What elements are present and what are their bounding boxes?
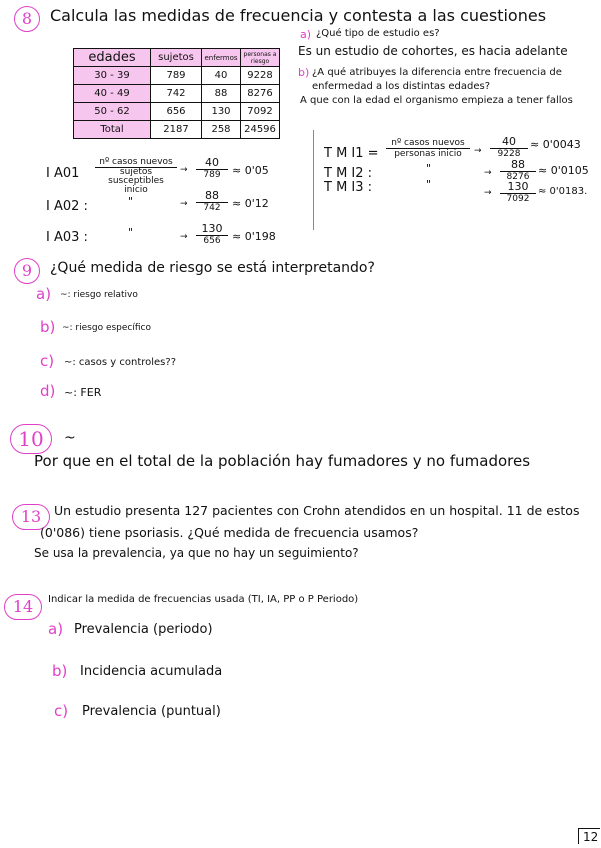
tmi3-fraction-numerator: 130	[500, 180, 536, 194]
tmi1-denominator: personas inicio	[394, 149, 462, 159]
question-8-title: Calcula las medidas de frecuencia y contesta a las cuestiones	[50, 6, 547, 25]
table-row	[74, 67, 280, 85]
arrow-icon: →	[180, 165, 188, 175]
question-9-option-a-letter: a)	[36, 285, 52, 303]
question-14-option-b-letter: b)	[52, 662, 68, 680]
question-9-option-b-text: ~: riesgo específico	[62, 323, 151, 333]
table-header-sujetos: sujetos	[151, 49, 202, 67]
question-13-text: Un estudio presenta 127 pacientes con Crohn atendidos en un hospital. 11 de estos (0'086) tiene psoriasis. ¿Qué medida de frecuencia usamos?	[40, 503, 580, 540]
tmi1-formula	[386, 138, 470, 159]
table-row	[74, 121, 280, 139]
ia01-formula	[95, 157, 177, 195]
question-9-option-c-letter: c)	[40, 352, 55, 370]
table-cell: 24596	[241, 121, 280, 139]
ia03-result: ≈ 0'198	[232, 230, 276, 243]
question-14-option-c-letter: c)	[54, 702, 69, 720]
question-10-answer: Por que en el total de la población hay fumadores y no fumadores	[34, 452, 531, 470]
table-cell: 130	[202, 103, 241, 121]
ia03-fraction-denominator: 656	[203, 236, 221, 246]
question-14-title: Indicar la medida de frecuencias usada (TI, IA, PP o P Periodo)	[48, 594, 359, 605]
arrow-icon: →	[474, 146, 482, 156]
tmi3-ditto: "	[426, 178, 432, 191]
table-cell: 258	[202, 121, 241, 139]
question-8-number: 8	[14, 6, 40, 32]
ia01-result: ≈ 0'05	[232, 164, 269, 177]
ia01-denominator: sujetos susceptibles inicio	[108, 167, 164, 195]
question-8a-answer: Es un estudio de cohortes, es hacia adelante	[298, 44, 568, 58]
arrow-icon: →	[180, 199, 188, 209]
tmi2-fraction-denominator: 8276	[506, 172, 530, 182]
arrow-icon: →	[484, 188, 492, 198]
table-row	[74, 103, 280, 121]
table-cell: Total	[74, 121, 151, 139]
ia02-fraction-numerator: 88	[196, 189, 228, 203]
question-14-option-a-letter: a)	[48, 620, 64, 638]
question-9-option-c-text: ~: casos y controles??	[64, 357, 177, 368]
table-cell: 50 - 62	[74, 103, 151, 121]
question-9-number: 9	[14, 258, 40, 284]
ia02-ditto: "	[128, 195, 134, 208]
question-9-option-d-letter: d)	[40, 382, 56, 400]
question-13-number: 13	[12, 504, 50, 530]
tmi1-numerator: nº casos nuevos	[386, 138, 470, 149]
ia02-fraction-denominator: 742	[203, 203, 221, 213]
tmi2-result: ≈ 0'0105	[538, 164, 589, 177]
question-8b-letter: b)	[298, 66, 310, 79]
table-cell: 30 - 39	[74, 67, 151, 85]
tmi2-ditto: "	[426, 162, 432, 175]
question-10-number: 10	[10, 424, 52, 454]
question-9-option-d-text: ~: FER	[64, 386, 102, 399]
table-cell: 40	[202, 67, 241, 85]
ia03-ditto: "	[128, 226, 134, 239]
ia02-result: ≈ 0'12	[232, 197, 269, 210]
question-14-option-b-text: Incidencia acumulada	[80, 664, 223, 679]
table-header-riesgo: personas a riesgo	[241, 49, 280, 67]
ia03-fraction-numerator: 130	[196, 222, 228, 236]
tmi3-fraction-denominator: 7092	[506, 194, 530, 204]
frequency-table	[73, 48, 280, 139]
table-cell: 8276	[241, 85, 280, 103]
ia01-numerator: nº casos nuevos	[95, 157, 177, 168]
question-8b-answer: A que con la edad el organismo empieza a tener fallos	[300, 95, 573, 106]
question-10-mark: ~	[64, 430, 76, 446]
tmi3-fraction	[500, 180, 536, 204]
table-cell: 9228	[241, 67, 280, 85]
tmi1-fraction	[490, 135, 528, 159]
question-13-answer: Se usa la prevalencia, ya que no hay un seguimiento?	[34, 546, 359, 560]
tmi3-result: ≈ 0'0183.	[538, 186, 588, 197]
table-cell: 40 - 49	[74, 85, 151, 103]
question-14-option-a-text: Prevalencia (periodo)	[74, 622, 213, 637]
ia03-label: I A03 :	[46, 230, 88, 245]
ia02-fraction	[196, 189, 228, 213]
ia03-fraction	[196, 222, 228, 246]
page-number: 12	[578, 828, 600, 844]
table-cell: 742	[151, 85, 202, 103]
table-row	[74, 85, 280, 103]
table-cell: 88	[202, 85, 241, 103]
question-9-option-b-letter: b)	[40, 318, 56, 336]
ia01-fraction-denominator: 789	[203, 170, 221, 180]
ia01-fraction-numerator: 40	[196, 156, 228, 170]
question-14-option-c-text: Prevalencia (puntual)	[82, 704, 221, 719]
table-cell: 2187	[151, 121, 202, 139]
ia01-fraction	[196, 156, 228, 180]
question-14-number: 14	[4, 594, 42, 620]
tmi2-fraction	[500, 158, 536, 182]
tmi2-label: T M I2 :	[324, 166, 373, 181]
table-cell: 656	[151, 103, 202, 121]
table-cell: 789	[151, 67, 202, 85]
column-divider	[313, 130, 314, 230]
question-8b-text: ¿A qué atribuyes la diferencia entre frecuencia de enfermedad a los distintas edades?	[312, 67, 562, 92]
arrow-icon: →	[180, 232, 188, 242]
tmi1-result: ≈ 0'0043	[530, 138, 581, 151]
tmi1-label: T M I1 =	[324, 146, 379, 161]
question-9-option-a-text: ~: riesgo relativo	[60, 290, 138, 300]
table-header-edades: edades	[74, 49, 151, 67]
tmi1-fraction-numerator: 40	[490, 135, 528, 149]
tmi1-fraction-denominator: 9228	[497, 149, 521, 159]
ia01-label: I A01	[46, 166, 80, 181]
question-8a-text: ¿Qué tipo de estudio es?	[316, 28, 440, 39]
tmi2-fraction-numerator: 88	[500, 158, 536, 172]
table-header-enfermos: enfermos	[202, 49, 241, 67]
ia02-label: I A02 :	[46, 199, 88, 214]
arrow-icon: →	[484, 168, 492, 178]
table-cell: 7092	[241, 103, 280, 121]
tmi3-label: T M I3 :	[324, 180, 373, 195]
question-9-title: ¿Qué medida de riesgo se está interpretando?	[50, 260, 375, 276]
question-8a-letter: a)	[300, 28, 312, 41]
